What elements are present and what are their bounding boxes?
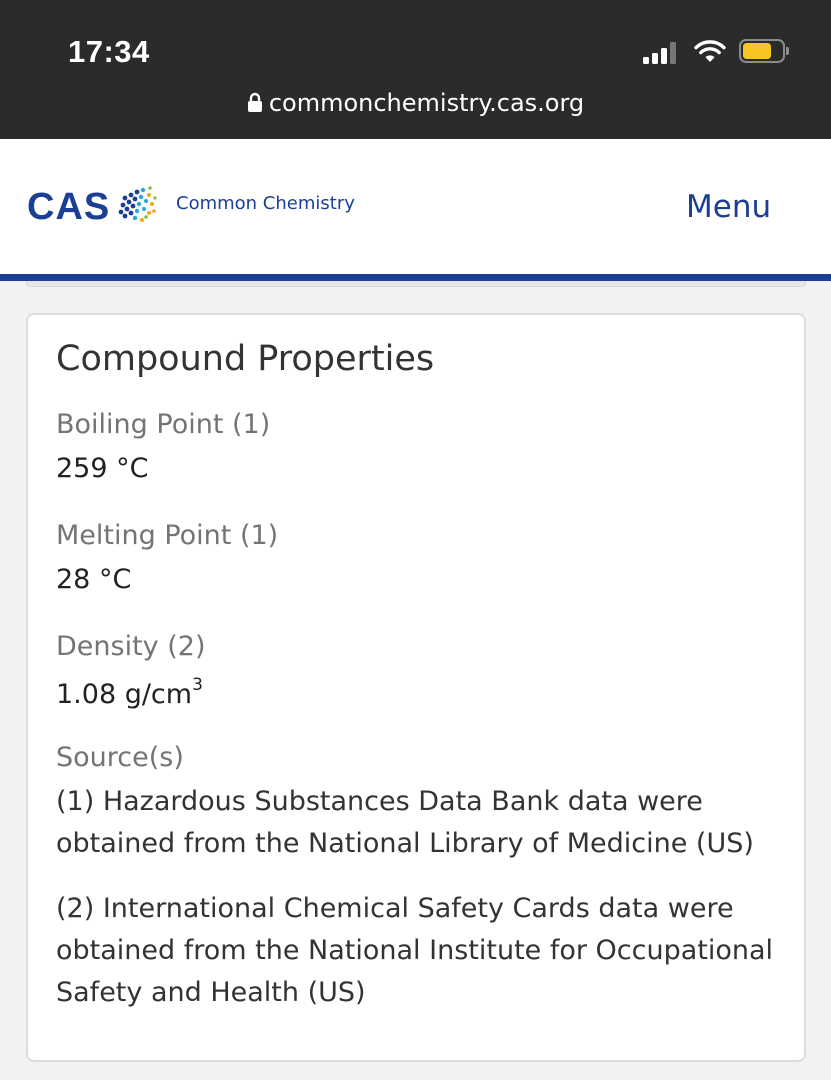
source-item: (1) Hazardous Substances Data Bank data were obtained from the National Library of Medicine (US) xyxy=(56,786,754,859)
boiling-point-value: 259 °C xyxy=(56,453,149,484)
cellular-signal-icon xyxy=(643,40,681,64)
melting-point-value: 28 °C xyxy=(56,564,132,595)
previous-card-edge xyxy=(26,281,806,287)
sources-label: Source(s) xyxy=(56,742,184,773)
menu-button[interactable]: Menu xyxy=(686,189,772,225)
header-divider xyxy=(0,274,831,281)
address-bar[interactable] xyxy=(0,89,831,117)
cas-logo-subtitle: Common Chemistry xyxy=(176,193,355,214)
clock: 17:34 xyxy=(68,34,150,69)
density-value-text: 1.08 g/cm xyxy=(56,679,193,710)
url-text: commonchemistry.cas.org xyxy=(268,89,585,117)
battery-level xyxy=(743,43,771,59)
boiling-point-label: Boiling Point (1) xyxy=(56,409,271,440)
wifi-icon xyxy=(694,38,726,64)
density-label: Density (2) xyxy=(56,631,206,662)
density-unit-exponent: 3 xyxy=(192,675,203,695)
battery-icon xyxy=(739,39,785,63)
density-value xyxy=(56,675,203,710)
cas-logo-mark-icon xyxy=(115,184,159,228)
lock-icon xyxy=(247,92,263,113)
source-item: (2) International Chemical Safety Cards data were obtained from the National Institute for Occupational Safety and Health (US) xyxy=(56,893,774,1008)
melting-point-label: Melting Point (1) xyxy=(56,520,279,551)
cas-logo-text[interactable]: CAS xyxy=(27,186,111,228)
site-header xyxy=(0,139,831,274)
section-title: Compound Properties xyxy=(56,339,435,379)
compound-properties-card xyxy=(26,313,806,1062)
status-bar xyxy=(0,0,831,139)
